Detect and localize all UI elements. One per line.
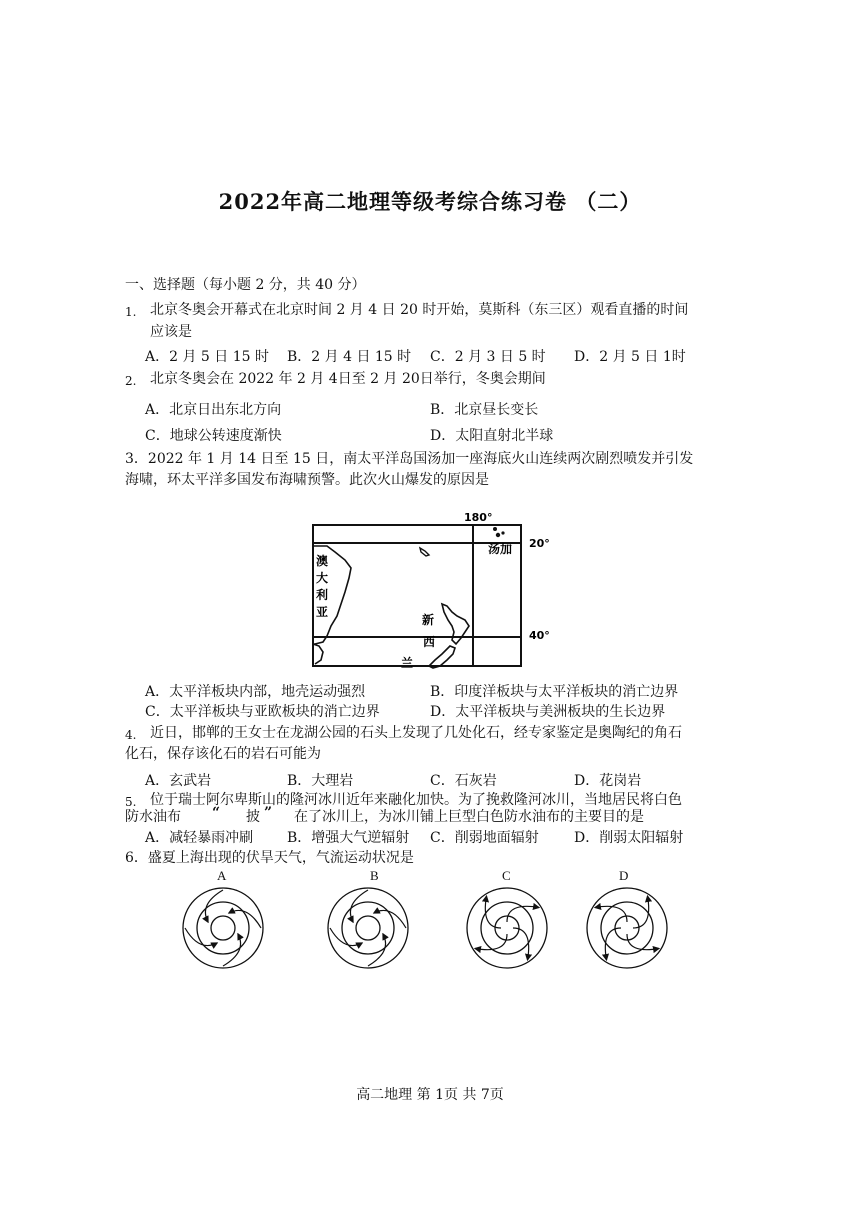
- q3-option-c: C．太平洋板块与亚欧板块的消亡边界: [145, 704, 380, 720]
- tonga-island-dot: [496, 533, 500, 537]
- q6-stem: 6．盛夏上海出现的伏旱天气，气流运动状况是: [125, 850, 414, 866]
- isobar-circle: [356, 916, 380, 940]
- q2-option-a: A．北京日出东北方向: [145, 402, 282, 418]
- q4-stem-line2: 化石，保存该化石的岩石可能为: [125, 746, 321, 762]
- new-caledonia-island: [420, 548, 429, 556]
- nz-label-char: 西: [423, 635, 436, 649]
- q5-option-b: B．增强大气逆辐射: [287, 830, 410, 846]
- airflow-diagram-a: [183, 888, 263, 968]
- australia-south-coast: [313, 644, 323, 664]
- q2-option-d: D．太阳直射北半球: [430, 428, 554, 444]
- q1-option-a: A．2 月 5 日 15 时: [145, 349, 269, 365]
- tonga-island-dot: [501, 531, 504, 534]
- q6-diagram-b-label: B: [370, 868, 379, 883]
- q1-option-b: B．2 月 4 日 15 时: [287, 349, 412, 365]
- q1-option-c: C．2 月 3 日 5 时: [430, 349, 546, 365]
- airflow-arrow: [605, 928, 621, 960]
- q6-diagram-d-label: D: [619, 868, 629, 883]
- q2-stem: 北京冬奥会在 2022 年 2 月 4日至 2 月 20日举行，冬奥会期间: [150, 371, 546, 387]
- isobar-circle: [467, 888, 547, 968]
- nz-label-char: 新: [422, 613, 435, 627]
- q5-option-c: C．削弱地面辐射: [430, 830, 539, 846]
- tonga-label: 汤加: [488, 542, 513, 556]
- q4-option-a: A．玄武岩: [145, 773, 212, 789]
- airflow-arrow: [633, 896, 649, 928]
- q5-option-a: A．减轻暴雨冲刷: [145, 830, 254, 846]
- q5-quote-open: “: [212, 805, 221, 821]
- lat-20-label: 20°: [529, 537, 550, 550]
- airflow-diagram-c: [467, 888, 547, 968]
- australia-label-char: 亚: [316, 605, 329, 619]
- australia-label-char: 澳: [316, 554, 329, 568]
- new-zealand-south-island: [429, 646, 455, 668]
- q5-stem-line1: 位于瑞士阿尔卑斯山的隆河冰川近年来融化加快。为了挽救隆河冰川，当地居民将白色: [150, 792, 682, 808]
- isobar-circle: [197, 902, 249, 954]
- q4-option-d: D．花岗岩: [574, 773, 642, 789]
- airflow-arrow: [507, 906, 539, 922]
- q6-diagram-a-label: A: [217, 868, 227, 883]
- isobar-circle: [587, 888, 667, 968]
- page-footer: 高二地理 第 1页 共 7页: [356, 1087, 504, 1103]
- airflow-arrow: [595, 906, 627, 922]
- lat-40-label: 40°: [529, 629, 550, 642]
- q1-number: 1.: [125, 305, 137, 319]
- q4-option-b: B．大理岩: [287, 773, 354, 789]
- q5-stem-line2-part2: 披: [246, 809, 260, 825]
- australia-label-char: 利: [316, 588, 329, 602]
- lon-180-label: 180°: [464, 511, 493, 524]
- page-title: 2022年高二地理等级考综合练习卷 （二）: [218, 189, 642, 214]
- q2-option-b: B．北京昼长变长: [430, 402, 539, 418]
- tonga-location-map: [305, 508, 575, 678]
- tonga-island-dot: [493, 527, 497, 531]
- q4-number: 4.: [125, 728, 137, 742]
- q1-option-d: D．2 月 5 日 1时: [574, 349, 686, 365]
- q2-number: 2.: [125, 374, 137, 388]
- q5-quote-close: ”: [264, 805, 273, 821]
- isobar-circle: [481, 902, 533, 954]
- q6-diagram-c-label: C: [502, 868, 511, 883]
- airflow-diagram-b: [328, 888, 408, 968]
- nz-label-char: 兰: [401, 656, 414, 670]
- airflow-diagrams: [175, 880, 695, 980]
- isobar-circle: [183, 888, 263, 968]
- airflow-arrow: [513, 928, 529, 960]
- q1-stem-line1: 北京冬奥会开幕式在北京时间 2 月 4 日 20 时开始，莫斯科（东三区）观看直播的时间: [150, 302, 689, 318]
- q2-option-c: C．地球公转速度渐快: [145, 428, 282, 444]
- q5-stem-line2-part1: 防水油布: [125, 809, 181, 825]
- q3-option-b: B．印度洋板块与太平洋板块的消亡边界: [430, 684, 679, 700]
- q5-option-d: D．削弱太阳辐射: [574, 830, 684, 846]
- australia-label-char: 大: [316, 571, 329, 585]
- q1-stem-line2: 应该是: [150, 324, 192, 340]
- section-heading: 一、选择题（每小题 2 分，共 40 分）: [125, 277, 366, 293]
- isobar-circle: [328, 888, 408, 968]
- q3-stem-line1: 3．2022 年 1 月 14 日至 15 日，南太平洋岛国汤加一座海底火山连续两次剧烈喷发并引发: [125, 451, 694, 467]
- airflow-diagram-d: [587, 888, 667, 968]
- airflow-arrow: [627, 934, 659, 950]
- q4-option-c: C．石灰岩: [430, 773, 497, 789]
- q3-option-a: A．太平洋板块内部，地壳运动强烈: [145, 684, 366, 700]
- q4-stem-line1: 近日，邯郸的王女士在龙湖公园的石头上发现了几处化石，经专家鉴定是奥陶纪的角石: [150, 725, 682, 741]
- q3-option-d: D．太平洋板块与美洲板块的生长边界: [430, 704, 666, 720]
- isobar-circle: [342, 902, 394, 954]
- airflow-arrow: [475, 934, 507, 950]
- q5-stem-line2-part3: 在了冰川上，为冰川铺上巨型白色防水油布的主要目的是: [294, 809, 644, 825]
- isobar-circle: [211, 916, 235, 940]
- airflow-arrow: [485, 896, 501, 928]
- q5-number: 5.: [125, 795, 137, 809]
- q3-stem-line2: 海啸，环太平洋多国发布海啸预警。此次火山爆发的原因是: [125, 472, 489, 488]
- isobar-circle: [601, 902, 653, 954]
